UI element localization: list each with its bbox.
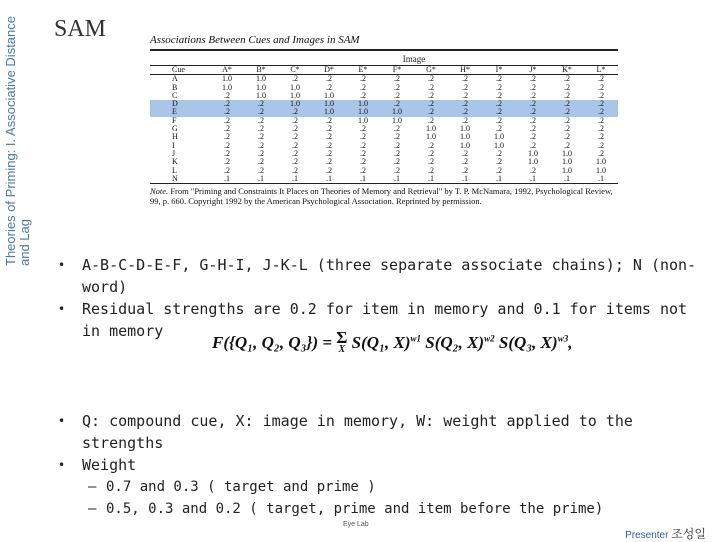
vertical-section-title-text: Theories of Priming: I. Associative Distance and Lag bbox=[3, 16, 32, 266]
table-row bbox=[150, 117, 618, 125]
strength-cell: .2 bbox=[278, 108, 312, 116]
strength-cell: .2 bbox=[598, 90, 604, 100]
strength-cell: .2 bbox=[550, 108, 584, 116]
strength-cell: .2 bbox=[516, 100, 550, 108]
strength-cell: .2 bbox=[326, 165, 332, 175]
strength-cell: .2 bbox=[496, 124, 502, 134]
strength-cell: .1 bbox=[516, 175, 550, 184]
bullet-item bbox=[58, 254, 698, 298]
table-column-header: F* bbox=[380, 66, 414, 75]
strength-cell: .2 bbox=[462, 157, 468, 167]
strength-cell: .2 bbox=[224, 157, 230, 167]
strength-cell: 1.0 bbox=[596, 165, 606, 175]
strength-cell: .2 bbox=[496, 74, 502, 84]
strength-cell: .2 bbox=[598, 124, 604, 134]
strength-cell: 1.0 bbox=[460, 140, 470, 150]
strength-cell: .2 bbox=[224, 115, 230, 125]
strength-cell: .1 bbox=[210, 175, 244, 184]
sum-icon: Σ bbox=[336, 328, 348, 347]
strength-cell: .2 bbox=[530, 124, 536, 134]
bullet-dot-icon: • bbox=[58, 414, 66, 428]
presenter-name: 조성일 bbox=[671, 527, 706, 541]
table-column-header: B* bbox=[244, 66, 278, 75]
strength-cell: .2 bbox=[564, 90, 570, 100]
strength-cell: 1.0 bbox=[494, 132, 504, 142]
table-column-header: K* bbox=[550, 66, 584, 75]
strength-cell: .2 bbox=[482, 108, 516, 116]
bullet-text: A-B-C-D-E-F, G-H-I, J-K-L (three separate associate chains); N (non-word) bbox=[82, 256, 697, 296]
strength-cell: .2 bbox=[258, 132, 264, 142]
sub-bullet-item bbox=[88, 498, 698, 520]
strength-cell: .2 bbox=[530, 115, 536, 125]
strength-cell: .1 bbox=[312, 175, 346, 184]
cue-cell: N bbox=[150, 175, 210, 184]
strength-cell: .2 bbox=[428, 82, 434, 92]
presenter-label: Presenter bbox=[625, 530, 669, 541]
strength-cell: .2 bbox=[394, 74, 400, 84]
strength-cell: .2 bbox=[292, 124, 298, 134]
figure-title: Associations Between Cues and Images in SAM bbox=[150, 34, 360, 46]
table-row bbox=[150, 150, 618, 158]
strength-cell: 1.0 bbox=[460, 124, 470, 134]
bullet-list bbox=[58, 254, 698, 520]
strength-cell: .2 bbox=[530, 165, 536, 175]
image-column-label: Image bbox=[402, 54, 426, 64]
strength-cell: .2 bbox=[394, 140, 400, 150]
strength-cell: .2 bbox=[244, 108, 278, 116]
dash-icon: – bbox=[88, 501, 97, 517]
strength-cell: 1.0 bbox=[358, 115, 368, 125]
formula-lhs: F({Q₁, Q₂, Q₃}) = bbox=[212, 332, 333, 352]
strength-cell: .2 bbox=[598, 82, 604, 92]
bullet-dot-icon: • bbox=[58, 302, 66, 316]
cue-cell: D bbox=[150, 100, 210, 108]
formula-weight-2: w2 bbox=[484, 333, 495, 344]
strength-cell: .2 bbox=[462, 115, 468, 125]
cue-cell: E bbox=[150, 108, 210, 116]
slide-title: SAM bbox=[54, 16, 107, 42]
strength-cell: 1.0 bbox=[528, 157, 538, 167]
strength-cell: .2 bbox=[224, 165, 230, 175]
strength-cell: .2 bbox=[428, 115, 434, 125]
strength-cell: .2 bbox=[530, 82, 536, 92]
strength-cell: .1 bbox=[414, 175, 448, 184]
strength-cell: .2 bbox=[530, 74, 536, 84]
cue-cell: I bbox=[172, 140, 175, 150]
bullet-dot-icon: • bbox=[58, 258, 66, 272]
strength-cell: .1 bbox=[584, 175, 618, 184]
strength-cell: 1.0 bbox=[562, 157, 572, 167]
table-column-header: L* bbox=[584, 66, 618, 75]
strength-cell: 1.0 bbox=[426, 124, 436, 134]
strength-cell: .2 bbox=[258, 157, 264, 167]
strength-cell: .1 bbox=[346, 175, 380, 184]
strength-cell: 1.0 bbox=[222, 74, 232, 84]
strength-cell: .2 bbox=[530, 90, 536, 100]
cue-cell: K bbox=[172, 157, 178, 167]
table-row bbox=[150, 142, 618, 150]
strength-cell: 1.0 bbox=[392, 115, 402, 125]
figure-note-text: From "Priming and Constraints It Places on Theories of Memory and Retrieval" by T. P. McNamara, 1992, Psychological Review, 99, p. 660. Copyright 1992 by the American Psychological Association. Reprinted by permission. bbox=[150, 186, 613, 206]
sub-bullet-text: 0.5, 0.3 and 0.2 ( target, prime and item before the prime) bbox=[106, 501, 604, 517]
strength-cell: .2 bbox=[360, 148, 366, 158]
strength-cell: 1.0 bbox=[256, 74, 266, 84]
strength-cell: .2 bbox=[224, 140, 230, 150]
cue-cell: H bbox=[172, 132, 178, 142]
table-row bbox=[150, 133, 618, 141]
bullet-text: Q: compound cue, X: image in memory, W: weight applied to the strengths bbox=[82, 412, 633, 452]
strength-cell: .2 bbox=[360, 140, 366, 150]
strength-cell: 1.0 bbox=[562, 165, 572, 175]
sub-bullet-item bbox=[88, 476, 698, 498]
strength-cell: .2 bbox=[462, 90, 468, 100]
strength-cell: .2 bbox=[564, 82, 570, 92]
strength-cell: .2 bbox=[496, 90, 502, 100]
formula-term-2: S(Q₂, X) bbox=[425, 332, 485, 352]
strength-cell: .2 bbox=[326, 157, 332, 167]
strength-cell: .2 bbox=[360, 132, 366, 142]
strength-cell: .2 bbox=[244, 100, 278, 108]
strength-cell: .2 bbox=[360, 90, 366, 100]
cue-cell: A bbox=[172, 74, 178, 84]
sub-bullet-text: 0.7 and 0.3 ( target and prime ) bbox=[106, 479, 376, 495]
strength-cell: .2 bbox=[598, 74, 604, 84]
cue-cell: J bbox=[172, 148, 176, 158]
strength-cell: .2 bbox=[550, 100, 584, 108]
strength-cell: .1 bbox=[448, 175, 482, 184]
dash-icon: – bbox=[88, 479, 97, 495]
figure-rule bbox=[150, 49, 618, 51]
strength-cell: .2 bbox=[224, 148, 230, 158]
figure-note-lead: Note. bbox=[150, 186, 169, 197]
strength-cell: .2 bbox=[428, 165, 434, 175]
strength-cell: .2 bbox=[394, 124, 400, 134]
strength-cell: 1.0 bbox=[312, 100, 346, 108]
cue-cell: B bbox=[172, 82, 178, 92]
table-row bbox=[150, 75, 618, 84]
strength-cell: 1.0 bbox=[256, 90, 266, 100]
strength-cell: .2 bbox=[598, 148, 604, 158]
strength-cell: .2 bbox=[428, 90, 434, 100]
strength-cell: .2 bbox=[482, 100, 516, 108]
strength-cell: .2 bbox=[564, 115, 570, 125]
strength-cell: .1 bbox=[380, 175, 414, 184]
strength-cell: .2 bbox=[564, 132, 570, 142]
strength-cell: .2 bbox=[496, 115, 502, 125]
strength-cell: .2 bbox=[394, 90, 400, 100]
table-row bbox=[150, 158, 618, 166]
table-column-header: D* bbox=[312, 66, 346, 75]
strength-cell: .2 bbox=[326, 148, 332, 158]
strength-cell: .2 bbox=[414, 100, 448, 108]
strength-cell: .2 bbox=[360, 124, 366, 134]
strength-cell: .2 bbox=[326, 140, 332, 150]
bullet-item bbox=[58, 410, 698, 454]
table-column-header: I* bbox=[482, 66, 516, 75]
strength-cell: .2 bbox=[448, 108, 482, 116]
strength-cell: .2 bbox=[224, 124, 230, 134]
formula-weight-3: w3 bbox=[557, 333, 569, 344]
strength-cell: .2 bbox=[530, 132, 536, 142]
cue-cell: C bbox=[172, 90, 178, 100]
strength-cell: .2 bbox=[292, 140, 298, 150]
strength-cell: .2 bbox=[414, 108, 448, 116]
strength-cell: .2 bbox=[516, 108, 550, 116]
strength-cell: .2 bbox=[292, 165, 298, 175]
strength-cell: .2 bbox=[210, 100, 244, 108]
strength-cell: .2 bbox=[380, 100, 414, 108]
strength-cell: .2 bbox=[326, 74, 332, 84]
strength-cell: 1.0 bbox=[380, 108, 414, 116]
strength-cell: .2 bbox=[462, 148, 468, 158]
association-figure bbox=[150, 34, 618, 206]
strength-cell: .2 bbox=[428, 140, 434, 150]
strength-cell: .2 bbox=[428, 74, 434, 84]
strength-cell: .2 bbox=[258, 140, 264, 150]
strength-cell: .2 bbox=[360, 82, 366, 92]
strength-cell: .2 bbox=[530, 140, 536, 150]
table-column-header: G* bbox=[414, 66, 448, 75]
strength-cell: .2 bbox=[496, 148, 502, 158]
table-column-header: E* bbox=[346, 66, 380, 75]
lab-tag: Eye Lab bbox=[343, 521, 369, 528]
strength-cell: .2 bbox=[394, 132, 400, 142]
strength-cell: 1.0 bbox=[346, 100, 380, 108]
strength-cell: .2 bbox=[448, 100, 482, 108]
strength-cell: .2 bbox=[258, 148, 264, 158]
cue-cell: L bbox=[172, 165, 177, 175]
strength-cell: .1 bbox=[244, 175, 278, 184]
sum-index: X bbox=[338, 344, 346, 355]
strength-cell: 1.0 bbox=[324, 90, 334, 100]
strength-cell: .2 bbox=[292, 157, 298, 167]
strength-cell: .2 bbox=[360, 165, 366, 175]
cue-cell: F bbox=[172, 115, 177, 125]
formula-weight-1: w1 bbox=[410, 333, 422, 344]
summation bbox=[336, 328, 348, 356]
strength-cell: .2 bbox=[428, 157, 434, 167]
table-body bbox=[150, 75, 618, 184]
presenter-credit bbox=[625, 525, 706, 542]
strength-cell: .2 bbox=[326, 115, 332, 125]
strength-cell: .2 bbox=[496, 165, 502, 175]
strength-cell: .2 bbox=[598, 132, 604, 142]
strength-cell: .2 bbox=[326, 132, 332, 142]
bullet-text: Weight bbox=[82, 456, 137, 474]
strength-cell: .2 bbox=[210, 108, 244, 116]
strength-cell: .2 bbox=[258, 124, 264, 134]
figure-note bbox=[150, 187, 618, 206]
strength-cell: .2 bbox=[496, 157, 502, 167]
table-row bbox=[150, 167, 618, 175]
strength-cell: .2 bbox=[292, 148, 298, 158]
strength-cell: .1 bbox=[550, 175, 584, 184]
strength-cell: 1.0 bbox=[460, 132, 470, 142]
strength-cell: 1.0 bbox=[528, 148, 538, 158]
table-column-header: C* bbox=[278, 66, 312, 75]
strength-cell: .2 bbox=[564, 140, 570, 150]
bullet-item bbox=[58, 454, 698, 476]
strength-cell: .2 bbox=[428, 148, 434, 158]
strength-cell: 1.0 bbox=[494, 140, 504, 150]
vertical-section-title bbox=[4, 14, 66, 266]
strength-cell: .2 bbox=[598, 140, 604, 150]
compound-cue-formula bbox=[212, 328, 573, 356]
strength-cell: .2 bbox=[584, 108, 618, 116]
strength-cell: .2 bbox=[326, 124, 332, 134]
table-row bbox=[150, 125, 618, 133]
table-header-row bbox=[150, 66, 618, 75]
strength-cell: .2 bbox=[258, 115, 264, 125]
strength-cell: .2 bbox=[462, 82, 468, 92]
table-column-header: H* bbox=[448, 66, 482, 75]
strength-cell: .2 bbox=[598, 115, 604, 125]
table-row bbox=[150, 175, 618, 184]
strength-cell: .2 bbox=[292, 115, 298, 125]
strength-cell: .2 bbox=[462, 165, 468, 175]
table-column-header: Cue bbox=[150, 66, 210, 75]
strength-cell: 1.0 bbox=[290, 82, 300, 92]
table-row bbox=[150, 92, 618, 100]
strength-cell: .2 bbox=[360, 157, 366, 167]
strength-cell: .2 bbox=[394, 157, 400, 167]
bullet-text: Residual strengths are 0.2 for item in memory and 0.1 for items not in memory bbox=[82, 300, 688, 340]
strength-cell: 1.0 bbox=[278, 100, 312, 108]
strength-cell: .2 bbox=[394, 148, 400, 158]
strength-cell: .2 bbox=[462, 74, 468, 84]
strength-cell: 1.0 bbox=[290, 90, 300, 100]
strength-cell: .1 bbox=[278, 175, 312, 184]
table-row bbox=[150, 84, 618, 92]
strength-cell: .2 bbox=[564, 124, 570, 134]
table-row bbox=[150, 108, 618, 116]
strength-cell: 1.0 bbox=[222, 82, 232, 92]
strength-cell: 1.0 bbox=[562, 148, 572, 158]
formula-term-3: S(Q₃, X) bbox=[498, 332, 558, 352]
formula-term-1: S(Q₁, X) bbox=[351, 332, 411, 352]
strength-cell: .2 bbox=[394, 165, 400, 175]
formula-tail: , bbox=[568, 332, 573, 352]
cue-cell: G bbox=[172, 124, 178, 134]
strength-cell: .2 bbox=[224, 90, 230, 100]
strength-cell: .2 bbox=[258, 165, 264, 175]
strength-cell: .2 bbox=[584, 100, 618, 108]
strength-cell: .2 bbox=[224, 132, 230, 142]
strength-cell: .1 bbox=[482, 175, 516, 184]
strength-cell: .2 bbox=[564, 74, 570, 84]
strength-cell: 1.0 bbox=[426, 132, 436, 142]
strength-cell: .2 bbox=[496, 82, 502, 92]
strength-cell: .2 bbox=[292, 132, 298, 142]
bullet-dot-icon: • bbox=[58, 458, 66, 472]
table-column-header: A* bbox=[210, 66, 244, 75]
table-row bbox=[150, 100, 618, 108]
strength-cell: 1.0 bbox=[256, 82, 266, 92]
strength-cell: .2 bbox=[292, 74, 298, 84]
strength-cell: 1.0 bbox=[312, 108, 346, 116]
table-column-header: J* bbox=[516, 66, 550, 75]
strength-cell: 1.0 bbox=[346, 108, 380, 116]
strength-cell: 1.0 bbox=[596, 157, 606, 167]
strength-cell: .2 bbox=[394, 82, 400, 92]
strength-cell: .2 bbox=[326, 82, 332, 92]
association-table bbox=[150, 65, 618, 184]
sub-bullet-list bbox=[58, 476, 698, 520]
strength-cell: .2 bbox=[360, 74, 366, 84]
